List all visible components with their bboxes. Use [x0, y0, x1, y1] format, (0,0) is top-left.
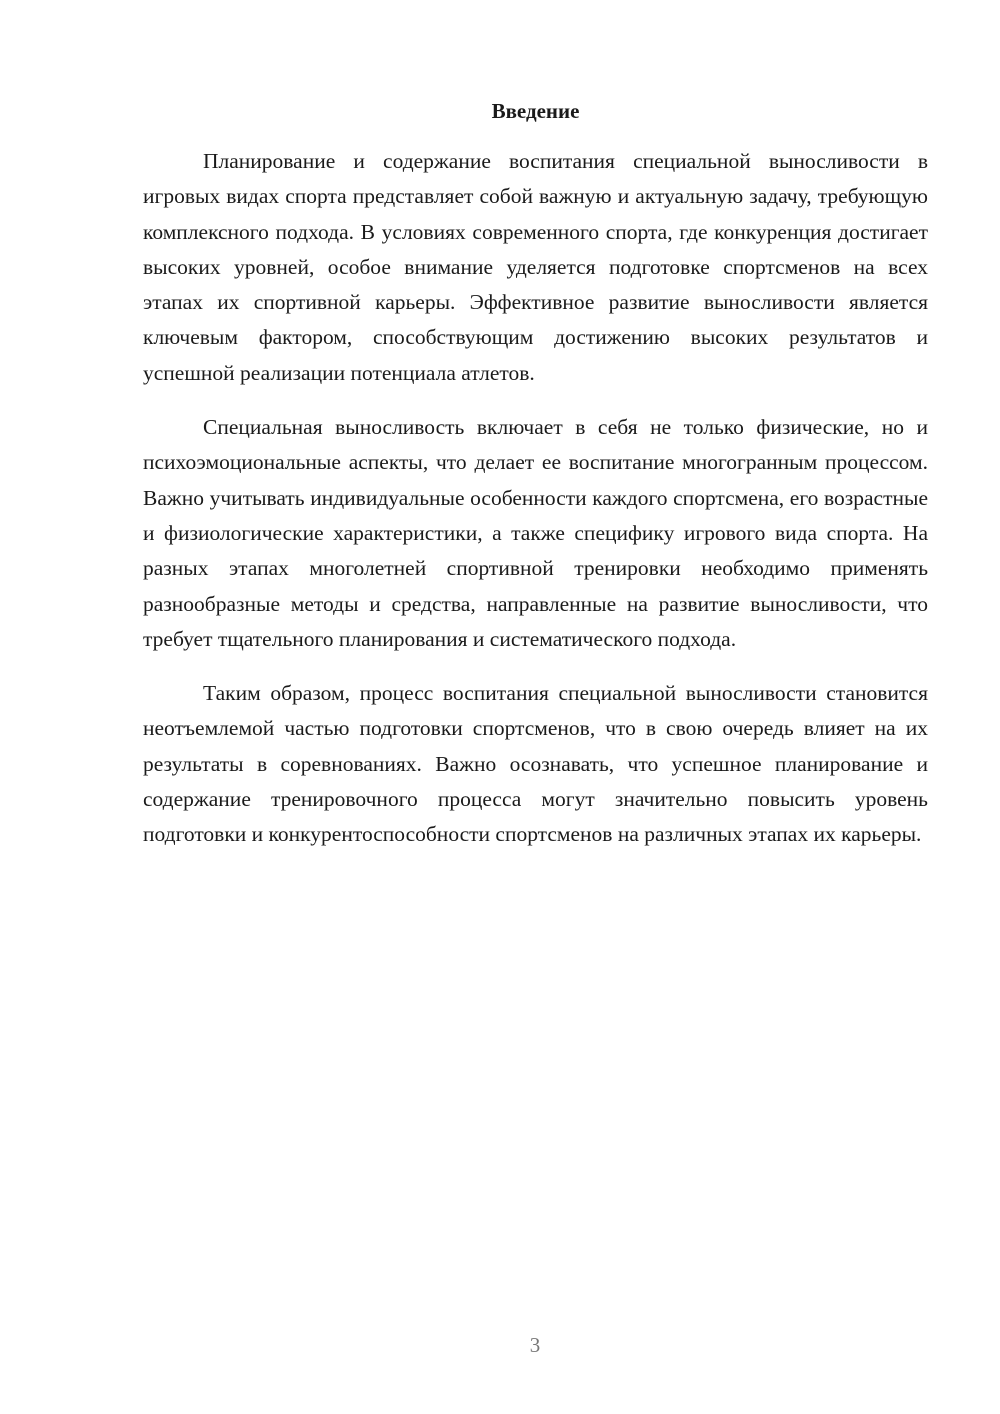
page-content: [143, 92, 928, 872]
paragraph-3: Таким образом, процесс воспитания специальной выносливости становится неотъемлемой частью подготовки спортсменов, что в свою очередь влияет на их результаты в соревнованиях. Важно осознавать, что успешное планирование и содержание тренировочного процесса могут значительно повысить уровень подготовки и конкурентоспособности спортсменов на различных этапах их карьеры.: [143, 681, 928, 847]
paragraph-2: Специальная выносливость включает в себя не только физические, но и психоэмоциональные аспекты, что делает ее воспитание многогранным процессом. Важно учитывать индивидуальные особенности каждого спортсмена, его возрастные и физиологические характеристики, а также специфику игрового вида спорта. На разных этапах многолетней спортивной тренировки необходимо применять разнообразные методы и средства, направленные на развитие выносливости, что требует тщательного планирования и систематического подхода.: [143, 415, 928, 651]
page-number: 3: [529, 1333, 541, 1357]
section-heading: Введение: [491, 99, 580, 123]
paragraph-1: Планирование и содержание воспитания специальной выносливости в игровых видах спорта представляет собой важную и актуальную задачу, требующую комплексного подхода. В условиях современного спорта, где конкуренция достигает высоких уровней, особое внимание уделяется подготовке спортсменов на всех этапах их спортивной карьеры. Эффективное развитие выносливости является ключевым фактором, способствующим достижению высоких результатов и успешной реализации потенциала атлетов.: [143, 149, 928, 385]
